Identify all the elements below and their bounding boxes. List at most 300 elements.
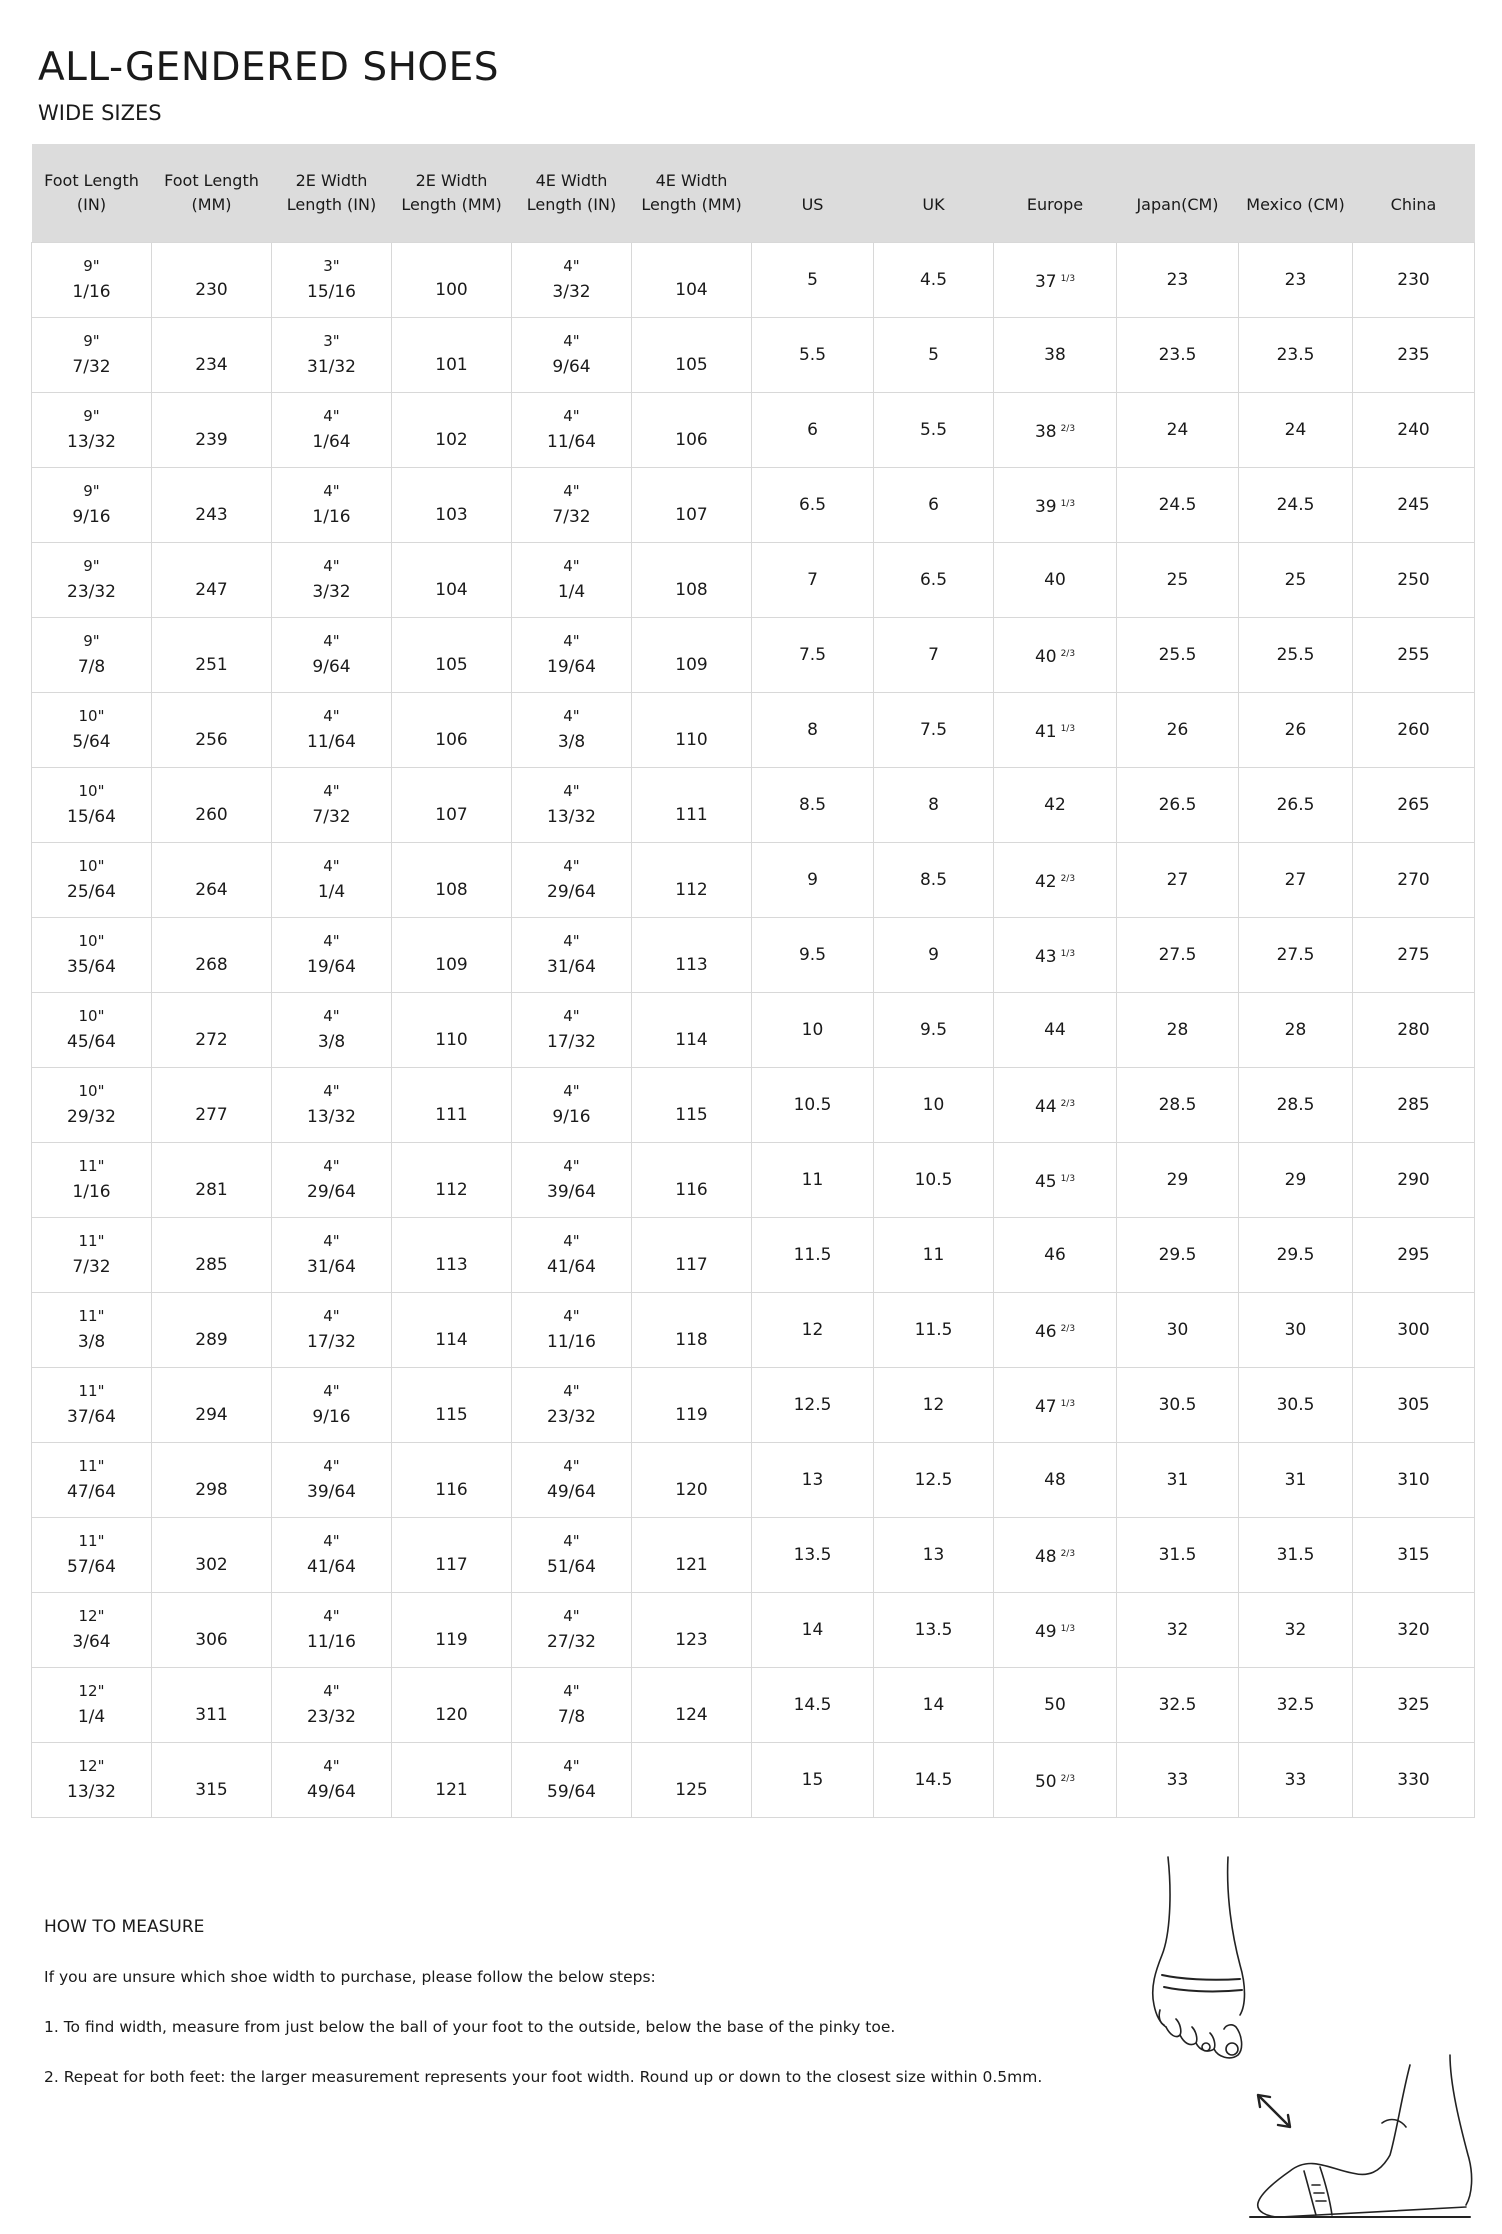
whole-inches: 4" [563, 557, 580, 575]
width-4e-in-cell [512, 1518, 632, 1593]
europe-size-cell [994, 693, 1117, 768]
cell-value: 7 [928, 645, 939, 665]
cell-value: 24 [1284, 420, 1307, 440]
us-size-cell [752, 468, 874, 543]
column-header-line2: China [1390, 195, 1437, 214]
cell-value: 14 [922, 1695, 945, 1715]
fraction-inches: 37/64 [67, 1407, 116, 1427]
whole-inches: 4" [323, 1307, 340, 1325]
cell-value: 113 [675, 955, 708, 975]
column-header-line2: (IN) [76, 195, 107, 214]
fraction-inches: 13/32 [67, 1782, 116, 1802]
foot-length-in-cell [32, 618, 152, 693]
cell-value: 27.5 [1158, 945, 1197, 965]
column-header [994, 144, 1117, 243]
cell-value: 104 [675, 280, 708, 300]
europe-size-fraction: 2/3 [1060, 1323, 1076, 1334]
width-4e-mm-cell [632, 1293, 752, 1368]
width-2e-mm-cell [392, 843, 512, 918]
width-4e-in-cell [512, 693, 632, 768]
foot-length-in-cell [32, 1668, 152, 1743]
fraction-inches: 49/64 [307, 1782, 356, 1802]
width-2e-mm-cell [392, 243, 512, 318]
width-2e-in-cell [272, 318, 392, 393]
mexico-size-cell [1239, 693, 1353, 768]
width-4e-mm-cell [632, 1068, 752, 1143]
europe-size-cell [994, 618, 1117, 693]
column-header-line1 [874, 169, 994, 193]
foot-length-in-cell [32, 843, 152, 918]
us-size-cell [752, 843, 874, 918]
width-2e-mm-cell [392, 393, 512, 468]
width-4e-in-cell [512, 843, 632, 918]
cell-value: 42 [1034, 871, 1057, 892]
whole-inches: 4" [563, 1757, 580, 1775]
table-row [32, 1443, 1475, 1518]
cell-value: 8.5 [798, 795, 827, 815]
us-size-cell [752, 768, 874, 843]
fraction-inches: 23/32 [307, 1707, 356, 1727]
foot-length-in-cell [32, 1593, 152, 1668]
cell-value: 24 [1166, 420, 1189, 440]
column-header [272, 144, 392, 243]
fraction-inches: 19/64 [307, 957, 356, 977]
cell-value: 114 [435, 1330, 468, 1350]
cell-value: 104 [435, 580, 468, 600]
fraction-inches: 3/32 [312, 582, 351, 602]
cell-value: 24.5 [1276, 495, 1315, 515]
cell-value: 29.5 [1276, 1245, 1315, 1265]
whole-inches: 4" [323, 782, 340, 800]
cell-value: 243 [195, 505, 228, 525]
cell-value: 111 [675, 805, 708, 825]
cell-value: 28.5 [1158, 1095, 1197, 1115]
whole-inches: 4" [323, 1757, 340, 1775]
width-2e-in-cell [272, 393, 392, 468]
width-4e-in-cell [512, 993, 632, 1068]
foot-length-in-cell [32, 1068, 152, 1143]
cell-value: 270 [1397, 870, 1430, 890]
table-row [32, 468, 1475, 543]
cell-value: 10 [801, 1020, 824, 1040]
japan-size-cell [1117, 1068, 1239, 1143]
cell-value: 251 [195, 655, 228, 675]
width-2e-in-cell [272, 618, 392, 693]
europe-size-cell [994, 1668, 1117, 1743]
table-row [32, 1593, 1475, 1668]
width-2e-mm-cell [392, 693, 512, 768]
fraction-inches: 1/64 [312, 432, 351, 452]
table-body [32, 243, 1475, 1818]
column-header-line1 [1239, 169, 1353, 193]
fraction-inches: 51/64 [547, 1557, 596, 1577]
cell-value: 245 [1397, 495, 1430, 515]
whole-inches: 9" [83, 557, 100, 575]
whole-inches: 9" [83, 407, 100, 425]
cell-value: 48 [1034, 1546, 1057, 1567]
whole-inches: 10" [78, 1007, 105, 1025]
cell-value: 112 [675, 880, 708, 900]
cell-value: 272 [195, 1030, 228, 1050]
fraction-inches: 17/32 [307, 1332, 356, 1352]
uk-size-cell [874, 1218, 994, 1293]
mexico-size-cell [1239, 993, 1353, 1068]
us-size-cell [752, 243, 874, 318]
table-row [32, 1218, 1475, 1293]
us-size-cell [752, 1368, 874, 1443]
whole-inches: 9" [83, 332, 100, 350]
japan-size-cell [1117, 1593, 1239, 1668]
width-4e-mm-cell [632, 1218, 752, 1293]
uk-size-cell [874, 1368, 994, 1443]
cell-value: 38 [1034, 421, 1057, 442]
cell-value: 29.5 [1158, 1245, 1197, 1265]
foot-length-in-cell [32, 693, 152, 768]
fraction-inches: 11/16 [547, 1332, 596, 1352]
europe-size-cell [994, 1068, 1117, 1143]
cell-value: 240 [1397, 420, 1430, 440]
table-row [32, 243, 1475, 318]
cell-value: 29 [1284, 1170, 1307, 1190]
cell-value: 40 [1034, 646, 1057, 667]
width-2e-mm-cell [392, 1668, 512, 1743]
table-row [32, 1668, 1475, 1743]
cell-value: 116 [675, 1180, 708, 1200]
width-4e-mm-cell [632, 693, 752, 768]
size-chart-table [31, 144, 1475, 1818]
width-4e-in-cell [512, 1143, 632, 1218]
europe-size-cell [994, 1518, 1117, 1593]
japan-size-cell [1117, 1218, 1239, 1293]
width-4e-mm-cell [632, 768, 752, 843]
cell-value: 13 [922, 1545, 945, 1565]
mexico-size-cell [1239, 393, 1353, 468]
fraction-inches: 9/64 [552, 357, 591, 377]
fraction-inches: 23/32 [547, 1407, 596, 1427]
foot-length-mm-cell [152, 1518, 272, 1593]
cell-value: 14 [801, 1620, 824, 1640]
width-4e-mm-cell [632, 618, 752, 693]
whole-inches: 10" [78, 857, 105, 875]
cell-value: 108 [435, 880, 468, 900]
width-2e-in-cell [272, 243, 392, 318]
width-2e-in-cell [272, 693, 392, 768]
width-4e-in-cell [512, 1368, 632, 1443]
cell-value: 300 [1397, 1320, 1430, 1340]
whole-inches: 4" [323, 932, 340, 950]
whole-inches: 4" [323, 1682, 340, 1700]
europe-size-fraction: 1/3 [1060, 1398, 1076, 1409]
table-row [32, 1293, 1475, 1368]
width-4e-in-cell [512, 468, 632, 543]
foot-length-in-cell [32, 393, 152, 468]
whole-inches: 12" [78, 1607, 105, 1625]
foot-length-in-cell [32, 1743, 152, 1818]
table-header-row [32, 144, 1475, 243]
uk-size-cell [874, 243, 994, 318]
japan-size-cell [1117, 843, 1239, 918]
foot-length-mm-cell [152, 768, 272, 843]
cell-value: 106 [675, 430, 708, 450]
cell-value: 265 [1397, 795, 1430, 815]
cell-value: 32 [1166, 1620, 1189, 1640]
table-row [32, 618, 1475, 693]
uk-size-cell [874, 843, 994, 918]
cell-value: 50 [1044, 1695, 1066, 1715]
cell-value: 39 [1034, 496, 1057, 517]
fraction-inches: 39/64 [547, 1182, 596, 1202]
whole-inches: 4" [323, 1157, 340, 1175]
whole-inches: 4" [563, 707, 580, 725]
width-4e-mm-cell [632, 1443, 752, 1518]
cell-value: 289 [195, 1330, 228, 1350]
fraction-inches: 27/32 [547, 1632, 596, 1652]
whole-inches: 4" [563, 1232, 580, 1250]
europe-size-fraction: 2/3 [1060, 648, 1076, 659]
europe-size-fraction: 2/3 [1060, 423, 1076, 434]
us-size-cell [752, 1218, 874, 1293]
width-4e-mm-cell [632, 1668, 752, 1743]
uk-size-cell [874, 393, 994, 468]
foot-length-mm-cell [152, 618, 272, 693]
width-2e-mm-cell [392, 618, 512, 693]
foot-length-mm-cell [152, 1143, 272, 1218]
page-title: ALL-GENDERED SHOES [38, 45, 500, 90]
width-4e-in-cell [512, 1668, 632, 1743]
foot-length-mm-cell [152, 1743, 272, 1818]
china-size-cell [1353, 1293, 1475, 1368]
china-size-cell [1353, 393, 1475, 468]
cell-value: 102 [435, 430, 468, 450]
europe-size-fraction: 2/3 [1060, 1773, 1076, 1784]
foot-length-in-cell [32, 543, 152, 618]
europe-size-cell [994, 1443, 1117, 1518]
cell-value: 105 [435, 655, 468, 675]
fraction-inches: 3/8 [77, 1332, 106, 1352]
cell-value: 255 [1397, 645, 1430, 665]
europe-size-cell [994, 1218, 1117, 1293]
fraction-inches: 3/8 [317, 1032, 346, 1052]
cell-value: 305 [1397, 1395, 1430, 1415]
cell-value: 5.5 [798, 345, 827, 365]
fraction-inches: 11/16 [307, 1632, 356, 1652]
cell-value: 10 [922, 1095, 945, 1115]
mexico-size-cell [1239, 1743, 1353, 1818]
whole-inches: 3" [323, 332, 340, 350]
europe-size-cell [994, 1593, 1117, 1668]
mexico-size-cell [1239, 1668, 1353, 1743]
europe-size-fraction: 1/3 [1060, 948, 1076, 959]
whole-inches: 9" [83, 482, 100, 500]
cell-value: 260 [1397, 720, 1430, 740]
foot-length-mm-cell [152, 468, 272, 543]
cell-value: 24.5 [1158, 495, 1197, 515]
us-size-cell [752, 543, 874, 618]
cell-value: 302 [195, 1555, 228, 1575]
table-row [32, 1743, 1475, 1818]
whole-inches: 4" [323, 482, 340, 500]
fraction-inches: 57/64 [67, 1557, 116, 1577]
whole-inches: 4" [563, 1457, 580, 1475]
cell-value: 121 [675, 1555, 708, 1575]
cell-value: 230 [1397, 270, 1430, 290]
whole-inches: 11" [78, 1232, 105, 1250]
cell-value: 6.5 [919, 570, 948, 590]
fraction-inches: 39/64 [307, 1482, 356, 1502]
japan-size-cell [1117, 1293, 1239, 1368]
cell-value: 13 [801, 1470, 824, 1490]
whole-inches: 4" [323, 1232, 340, 1250]
fraction-inches: 7/8 [557, 1707, 586, 1727]
whole-inches: 9" [83, 632, 100, 650]
cell-value: 320 [1397, 1620, 1430, 1640]
whole-inches: 11" [78, 1307, 105, 1325]
whole-inches: 4" [563, 257, 580, 275]
china-size-cell [1353, 1593, 1475, 1668]
cell-value: 256 [195, 730, 228, 750]
width-4e-mm-cell [632, 543, 752, 618]
column-header-line1: Foot Length [164, 171, 259, 190]
japan-size-cell [1117, 318, 1239, 393]
cell-value: 32.5 [1276, 1695, 1315, 1715]
cell-value: 11.5 [914, 1320, 953, 1340]
us-size-cell [752, 918, 874, 993]
japan-size-cell [1117, 543, 1239, 618]
cell-value: 115 [675, 1105, 708, 1125]
cell-value: 50 [1034, 1771, 1057, 1792]
cell-value: 109 [435, 955, 468, 975]
cell-value: 114 [675, 1030, 708, 1050]
china-size-cell [1353, 918, 1475, 993]
column-header-line1: 2E Width [295, 171, 368, 190]
cell-value: 26.5 [1276, 795, 1315, 815]
cell-value: 13.5 [793, 1545, 832, 1565]
cell-value: 116 [435, 1480, 468, 1500]
fraction-inches: 7/32 [312, 807, 351, 827]
column-header-line1 [1353, 169, 1475, 193]
europe-size-fraction: 1/3 [1060, 723, 1076, 734]
foot-length-mm-cell [152, 993, 272, 1068]
cell-value: 12 [922, 1395, 945, 1415]
us-size-cell [752, 1743, 874, 1818]
cell-value: 27 [1284, 870, 1307, 890]
mexico-size-cell [1239, 1518, 1353, 1593]
europe-size-cell [994, 1743, 1117, 1818]
cell-value: 311 [195, 1705, 228, 1725]
cell-value: 295 [1397, 1245, 1430, 1265]
foot-length-in-cell [32, 1218, 152, 1293]
width-2e-in-cell [272, 918, 392, 993]
foot-length-in-cell [32, 1443, 152, 1518]
table-row [32, 993, 1475, 1068]
width-4e-in-cell [512, 1218, 632, 1293]
width-4e-mm-cell [632, 1518, 752, 1593]
whole-inches: 4" [563, 1532, 580, 1550]
cell-value: 13.5 [914, 1620, 953, 1640]
foot-length-in-cell [32, 1368, 152, 1443]
mexico-size-cell [1239, 1443, 1353, 1518]
fraction-inches: 7/32 [72, 1257, 111, 1277]
cell-value: 285 [195, 1255, 228, 1275]
foot-length-mm-cell [152, 543, 272, 618]
china-size-cell [1353, 693, 1475, 768]
europe-size-fraction: 1/3 [1060, 1173, 1076, 1184]
fraction-inches: 41/64 [547, 1257, 596, 1277]
china-size-cell [1353, 1368, 1475, 1443]
cell-value: 119 [435, 1630, 468, 1650]
cell-value: 28.5 [1276, 1095, 1315, 1115]
europe-size-cell [994, 768, 1117, 843]
cell-value: 44 [1044, 1020, 1066, 1040]
us-size-cell [752, 393, 874, 468]
column-header [512, 144, 632, 243]
fraction-inches: 7/8 [77, 657, 106, 677]
europe-size-fraction: 1/3 [1060, 1623, 1076, 1634]
width-4e-in-cell [512, 1293, 632, 1368]
whole-inches: 9" [83, 257, 100, 275]
cell-value: 117 [675, 1255, 708, 1275]
fraction-inches: 31/64 [547, 957, 596, 977]
mexico-size-cell [1239, 618, 1353, 693]
column-header-line2: Mexico (CM) [1246, 195, 1345, 214]
uk-size-cell [874, 1593, 994, 1668]
fraction-inches: 9/16 [552, 1107, 591, 1127]
mexico-size-cell [1239, 243, 1353, 318]
uk-size-cell [874, 618, 994, 693]
width-4e-in-cell [512, 393, 632, 468]
column-header-line2: US [801, 195, 824, 214]
measure-intro: If you are unsure which shoe width to purchase, please follow the below steps: [44, 1968, 656, 1986]
foot-length-mm-cell [152, 1668, 272, 1743]
fraction-inches: 31/32 [307, 357, 356, 377]
cell-value: 43 [1034, 946, 1057, 967]
cell-value: 45 [1034, 1171, 1057, 1192]
cell-value: 124 [675, 1705, 708, 1725]
foot-length-mm-cell [152, 843, 272, 918]
cell-value: 33 [1284, 1770, 1307, 1790]
cell-value: 120 [675, 1480, 708, 1500]
whole-inches: 4" [323, 557, 340, 575]
foot-side-view-icon [1250, 2055, 1472, 2217]
column-header [152, 144, 272, 243]
whole-inches: 4" [563, 1682, 580, 1700]
us-size-cell [752, 1143, 874, 1218]
width-2e-mm-cell [392, 918, 512, 993]
column-header-line1 [994, 169, 1117, 193]
china-size-cell [1353, 468, 1475, 543]
foot-length-mm-cell [152, 1068, 272, 1143]
fraction-inches: 45/64 [67, 1032, 116, 1052]
cell-value: 23 [1284, 270, 1307, 290]
foot-length-in-cell [32, 468, 152, 543]
table-row [32, 1368, 1475, 1443]
foot-length-in-cell [32, 1518, 152, 1593]
cell-value: 264 [195, 880, 228, 900]
whole-inches: 3" [323, 257, 340, 275]
cell-value: 14.5 [793, 1695, 832, 1715]
cell-value: 9 [928, 945, 939, 965]
cell-value: 27.5 [1276, 945, 1315, 965]
whole-inches: 10" [78, 782, 105, 800]
cell-value: 38 [1044, 345, 1066, 365]
width-2e-in-cell [272, 1443, 392, 1518]
foot-measure-illustration [1120, 1855, 1480, 2234]
fraction-inches: 9/16 [72, 507, 111, 527]
column-header [752, 144, 874, 243]
cell-value: 275 [1397, 945, 1430, 965]
fraction-inches: 13/32 [67, 432, 116, 452]
column-header [1239, 144, 1353, 243]
